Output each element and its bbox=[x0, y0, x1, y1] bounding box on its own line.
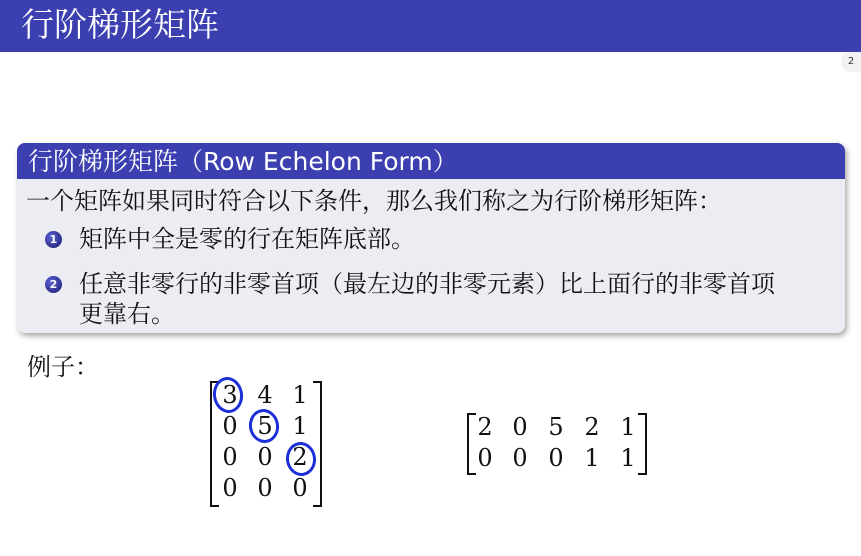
matrix-a-cell: 3 bbox=[222, 381, 238, 409]
matrix-b-cell: 2 bbox=[477, 413, 493, 441]
matrix-b-cell: 1 bbox=[620, 413, 636, 441]
matrix-b-cell: 1 bbox=[620, 444, 636, 472]
matrix-a-cell: 5 bbox=[257, 412, 273, 440]
definition-block bbox=[17, 143, 845, 333]
condition-1-text: 矩阵中全是零的行在矩阵底部。 bbox=[79, 225, 415, 253]
matrix-b-cell: 2 bbox=[584, 413, 600, 441]
matrix-b-cell: 0 bbox=[512, 413, 528, 441]
matrix-b-cell: 0 bbox=[512, 444, 528, 472]
example-label: 例子： bbox=[27, 353, 99, 381]
matrix-a-cell: 0 bbox=[257, 443, 273, 471]
definition-block-title: 行阶梯形矩阵（Row Echelon Form） bbox=[28, 147, 458, 176]
definition-block-body bbox=[17, 179, 845, 333]
example-matrix-b bbox=[467, 413, 647, 475]
matrix-a-cell: 0 bbox=[292, 474, 308, 502]
matrix-a-cell: 0 bbox=[257, 474, 273, 502]
slide-title: 行阶梯形矩阵 bbox=[21, 5, 219, 44]
matrix-b-cell: 1 bbox=[584, 444, 600, 472]
condition-1-marker: 1 bbox=[45, 231, 62, 248]
definition-intro: 一个矩阵如果同时符合以下条件，那么我们称之为行阶梯形矩阵： bbox=[26, 187, 722, 215]
slide-header bbox=[0, 0, 861, 52]
definition-block-title-bar bbox=[17, 143, 845, 179]
matrix-a-cell: 0 bbox=[222, 474, 238, 502]
condition-2-marker: 2 bbox=[45, 276, 62, 293]
condition-2-text-line2: 更靠右。 bbox=[79, 300, 175, 328]
matrix-a-cell: 0 bbox=[222, 412, 238, 440]
matrix-b-cell: 5 bbox=[548, 413, 564, 441]
matrix-a-cell: 4 bbox=[257, 381, 273, 409]
page-number[interactable]: 2 bbox=[841, 52, 861, 72]
matrix-a-cell: 2 bbox=[292, 443, 308, 471]
matrix-a-cell: 1 bbox=[292, 412, 308, 440]
matrix-a-cell: 0 bbox=[222, 443, 238, 471]
matrix-b-cell: 0 bbox=[548, 444, 564, 472]
matrix-a-cell: 1 bbox=[292, 381, 308, 409]
example-matrix-a bbox=[210, 381, 322, 507]
matrix-b-cell: 0 bbox=[477, 444, 493, 472]
condition-2-text-line1: 任意非零行的非零首项（最左边的非零元素）比上面行的非零首项 bbox=[79, 270, 775, 298]
